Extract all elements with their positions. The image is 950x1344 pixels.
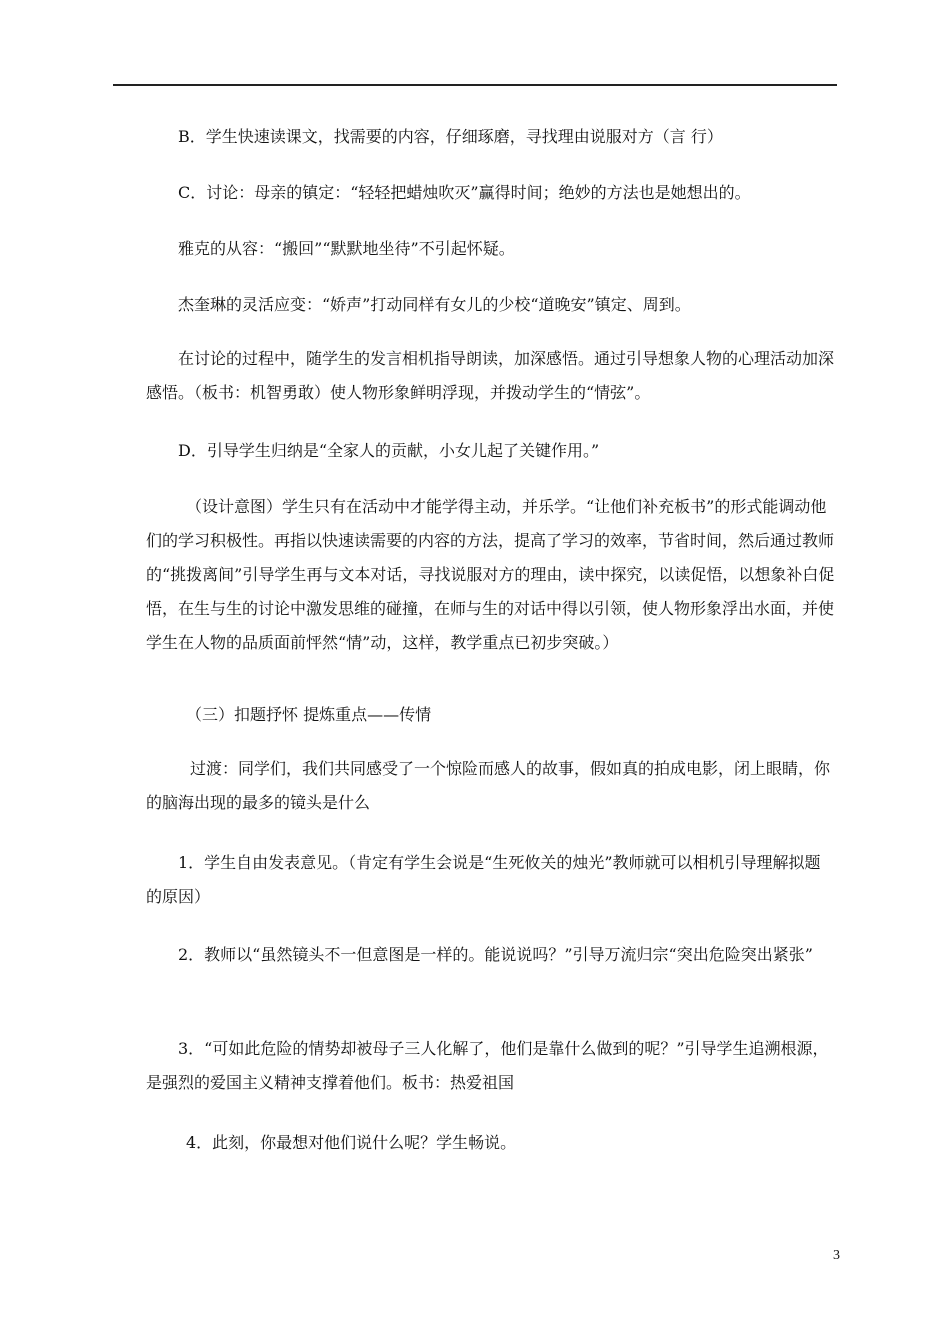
paragraph-jacqueline: 杰奎琳的灵活应变：“娇声”打动同样有女儿的少校“道晚安”镇定、周到。 — [178, 295, 691, 314]
list-item-3: 3．“可如此危险的情势却被母子三人化解了，他们是靠什么做到的呢？”引导学生追溯根源，是强烈的爱国主义精神支撑着他们。板书：热爱祖国 — [146, 1039, 829, 1092]
paragraph-c: C．讨论：母亲的镇定：“轻轻把蜡烛吹灭”赢得时间；绝妙的方法也是她想出的。 — [178, 183, 751, 202]
list-item-1: 1．学生自由发表意见。（肯定有学生会说是“生死攸关的烛光”教师就可以相机引导理解拟题的原因） — [146, 853, 821, 906]
list-item-4: 4．此刻，你最想对他们说什么呢？学生畅说。 — [186, 1133, 517, 1152]
paragraph-transition: 过渡：同学们，我们共同感受了一个惊险而感人的故事，假如真的拍成电影，闭上眼睛，你的脑海出现的最多的镜头是什么 — [146, 759, 831, 812]
paragraph-b: B．学生快速读课文，找需要的内容，仔细琢磨，寻找理由说服对方（言 行） — [178, 127, 723, 146]
paragraph-d: D．引导学生归纳是“全家人的贡献，小女儿起了关键作用。” — [178, 441, 600, 460]
paragraph-jacques: 雅克的从容：“搬回”“默默地坐待”不引起怀疑。 — [178, 239, 515, 258]
header-rule — [113, 84, 837, 86]
paragraph-discussion: 在讨论的过程中，随学生的发言相机指导朗读，加深感悟。通过引导想象人物的心理活动加深感悟。（板书：机智勇敢）使人物形象鲜明浮现，并拨动学生的“情弦”。 — [146, 349, 835, 402]
paragraph-design-intent: （设计意图）学生只有在活动中才能学得主动，并乐学。“让他们补充板书”的形式能调动他们的学习积极性。再指以快速读需要的内容的方法，提高了学习的效率，节省时间，然后通过教师的“挑拨离间”引导学生再与文本对话，寻找说服对方的理由，读中探究，以读促悟，以想象补白促悟，在生与生的讨论中激发思维的碰撞，在师与生的对话中得以引领，使人物形象浮出水面，并使学生在人物的品质面前怦然“情”动，这样，教学重点已初步突破。） — [146, 497, 835, 652]
page-number: 3 — [833, 1248, 840, 1263]
list-item-2: 2．教师以“虽然镜头不一但意图是一样的。能说说吗？”引导万流归宗“突出危险突出紧张” — [178, 945, 813, 964]
section-heading-three: （三）扣题抒怀 提炼重点——传情 — [186, 705, 432, 724]
